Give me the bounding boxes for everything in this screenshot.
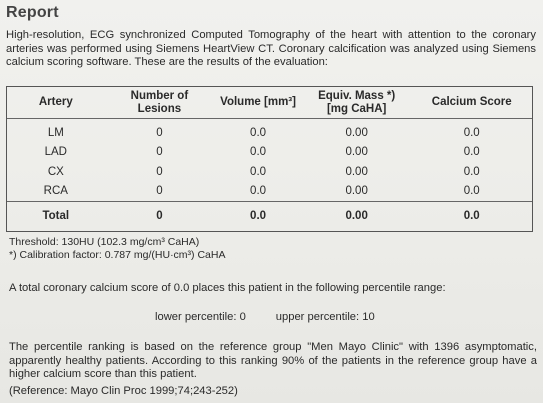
percentile-statement: A total coronary calcium score of 0.0 places this patient in the following percentile range: [9, 282, 446, 294]
cell-artery: RCA [43, 185, 68, 198]
calcium-score-table [6, 86, 533, 232]
header-mass-line1: Equiv. Mass *) [318, 90, 396, 102]
cell-volume: 0.0 [250, 126, 267, 139]
cell-score: 0.0 [463, 146, 480, 159]
ranking-explanation: The percentile ranking is based on the reference group "Men Mayo Clinic" with 1396 asymptomatic, apparently healthy patients. According to this ranking 90% of the patients in the reference group have a higher calcium score than this patient. [9, 341, 537, 380]
total-volume: 0.0 [214, 202, 302, 230]
header-score: Calcium Score [411, 87, 532, 119]
table-header-row [7, 87, 532, 119]
percentile-range [155, 311, 375, 323]
header-mass-line2: [mg CaHA] [326, 102, 387, 115]
table-row [7, 162, 532, 182]
total-mass: 0.00 [302, 202, 412, 230]
table-row [7, 143, 532, 163]
total-score: 0.0 [411, 202, 532, 230]
threshold-note: Threshold: 130HU (102.3 mg/cm³ CaHA) [9, 236, 200, 248]
cell-mass: 0.00 [345, 185, 368, 198]
calibration-note: *) Calibration factor: 0.787 mg/(HU·cm³) CaHA [9, 249, 226, 261]
report-intro: High-resolution, ECG synchronized Computed Tomography of the heart with attention to the coronary arteries was performed using Siemens HeartView CT. Coronary calcification was analyzed using Siemens calcium scoring software. These are the results of the evaluation: [6, 29, 536, 68]
cell-mass: 0.00 [345, 126, 368, 139]
cell-artery: LM [47, 126, 64, 139]
total-artery: Total [7, 202, 105, 230]
header-lesions-line2: Lesions [137, 102, 182, 115]
cell-score: 0.0 [463, 126, 480, 139]
header-volume: Volume [mm³] [214, 87, 302, 119]
header-lesions-line1: Number of [130, 90, 189, 102]
header-lesions [105, 87, 215, 119]
cell-volume: 0.0 [250, 146, 267, 159]
header-artery: Artery [7, 87, 105, 119]
lower-percentile: lower percentile: 0 [155, 311, 246, 323]
table-total-row [7, 202, 532, 230]
reference-citation: (Reference: Mayo Clin Proc 1999;74;243-252) [9, 385, 238, 397]
cell-mass: 0.00 [345, 146, 368, 159]
cell-score: 0.0 [463, 165, 480, 178]
cell-lesions: 0 [156, 146, 163, 159]
cell-volume: 0.0 [250, 185, 267, 198]
cell-lesions: 0 [156, 126, 163, 139]
total-lesions: 0 [105, 202, 215, 230]
table-notes [9, 236, 225, 262]
upper-percentile: upper percentile: 10 [275, 311, 375, 323]
cell-lesions: 0 [156, 185, 163, 198]
table-row [7, 123, 532, 143]
cell-volume: 0.0 [250, 165, 267, 178]
table-row [7, 182, 532, 202]
cell-lesions: 0 [156, 165, 163, 178]
cell-mass: 0.00 [345, 165, 368, 178]
cell-artery: LAD [44, 146, 67, 159]
cell-artery: CX [47, 165, 64, 178]
report-title: Report [6, 4, 59, 21]
cell-score: 0.0 [463, 185, 480, 198]
header-mass [302, 87, 412, 119]
